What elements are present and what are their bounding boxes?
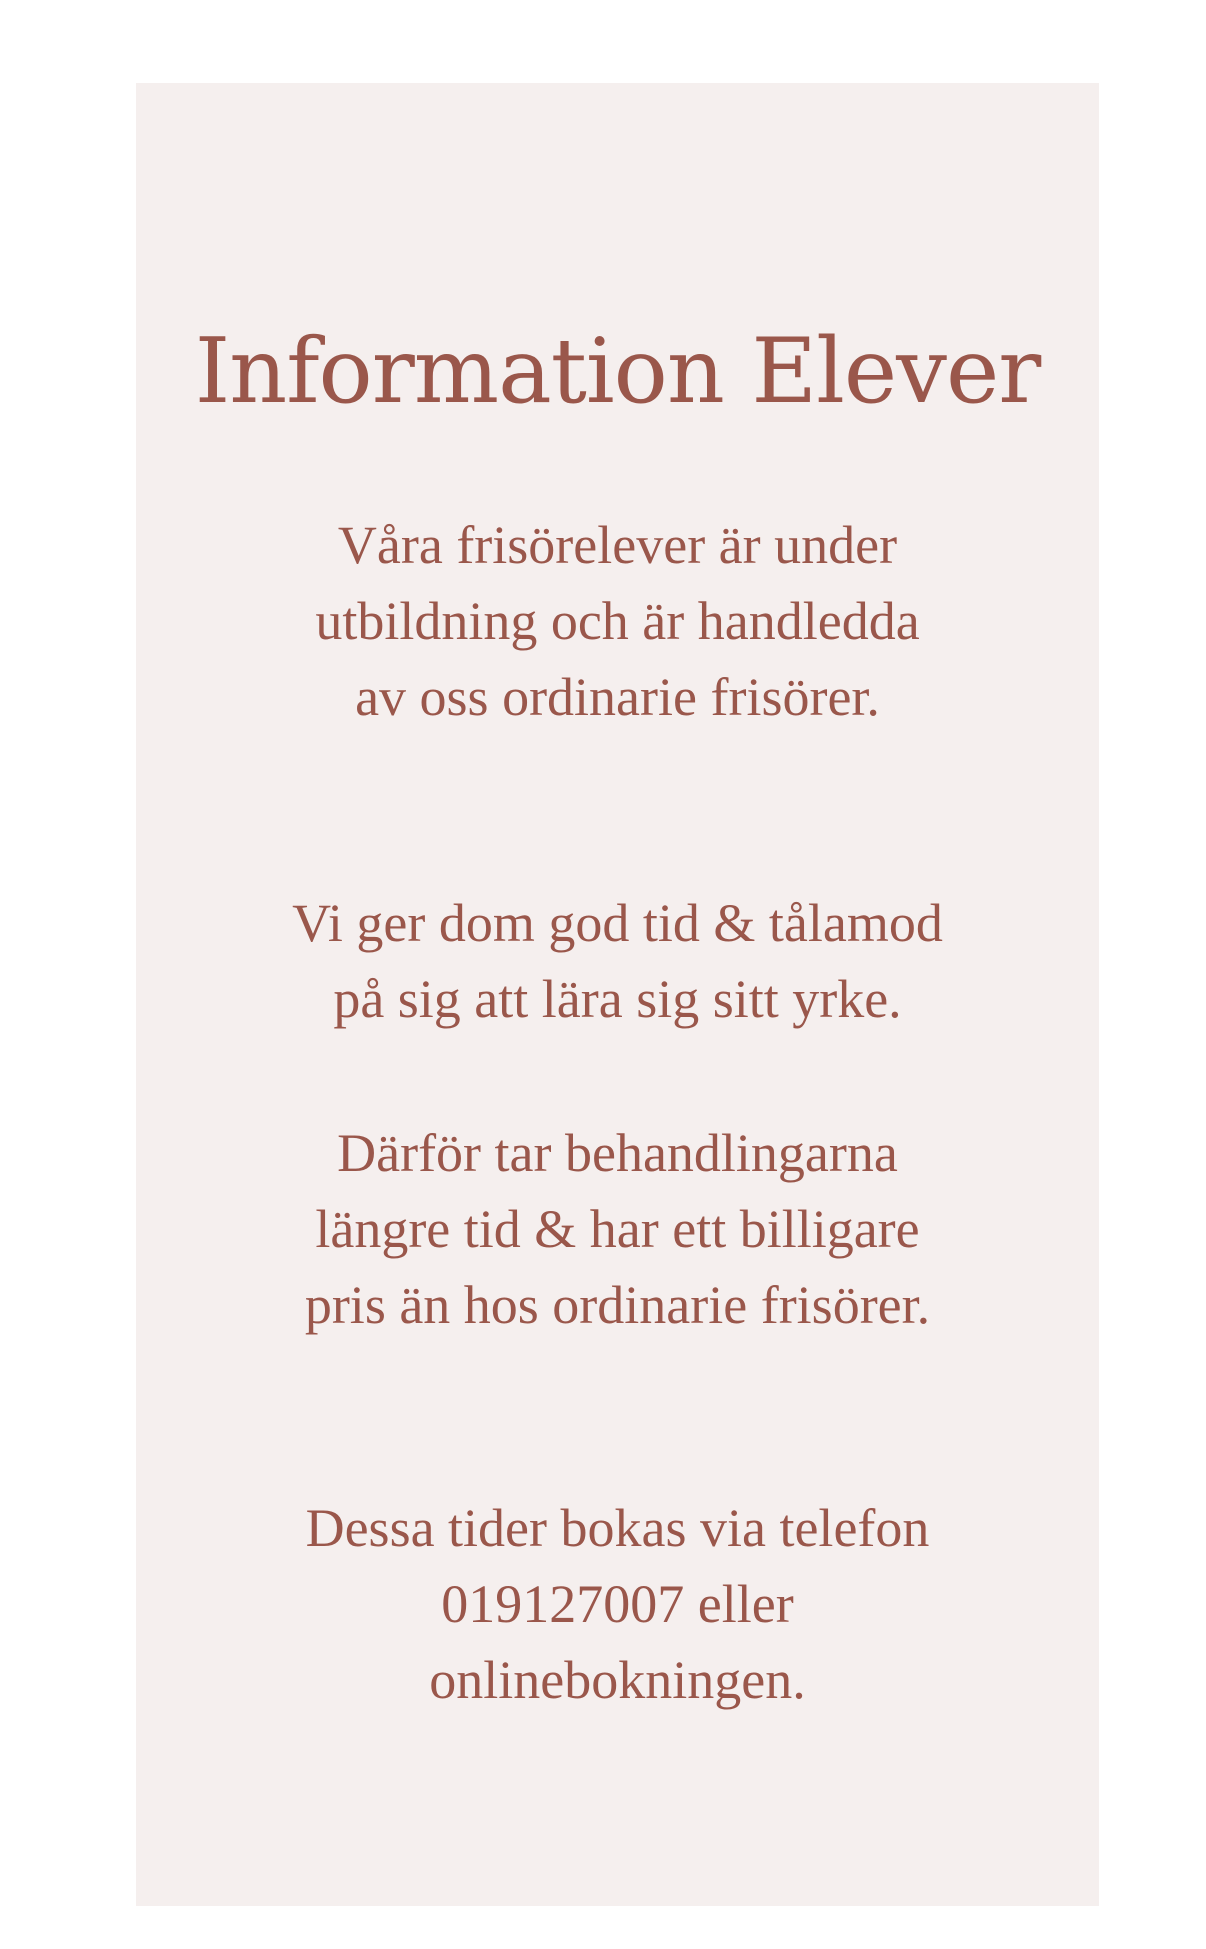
paragraph-time-patience: Vi ger dom god tid & tålamod på sig att lära sig sitt yrke. bbox=[292, 893, 943, 1029]
card-title: Information Elever bbox=[194, 319, 1041, 424]
info-card bbox=[136, 83, 1099, 1906]
paragraph-booking: Dessa tider bokas via telefon 019127007 eller onlinebokningen. bbox=[305, 1498, 930, 1710]
paragraph-students-intro: Våra frisörelever är under utbildning och är handledda av oss ordinarie frisörer. bbox=[315, 515, 920, 727]
paragraph-pricing: Därför tar behandlingarna längre tid & har ett billigare pris än hos ordinarie frisörer. bbox=[304, 1123, 931, 1335]
